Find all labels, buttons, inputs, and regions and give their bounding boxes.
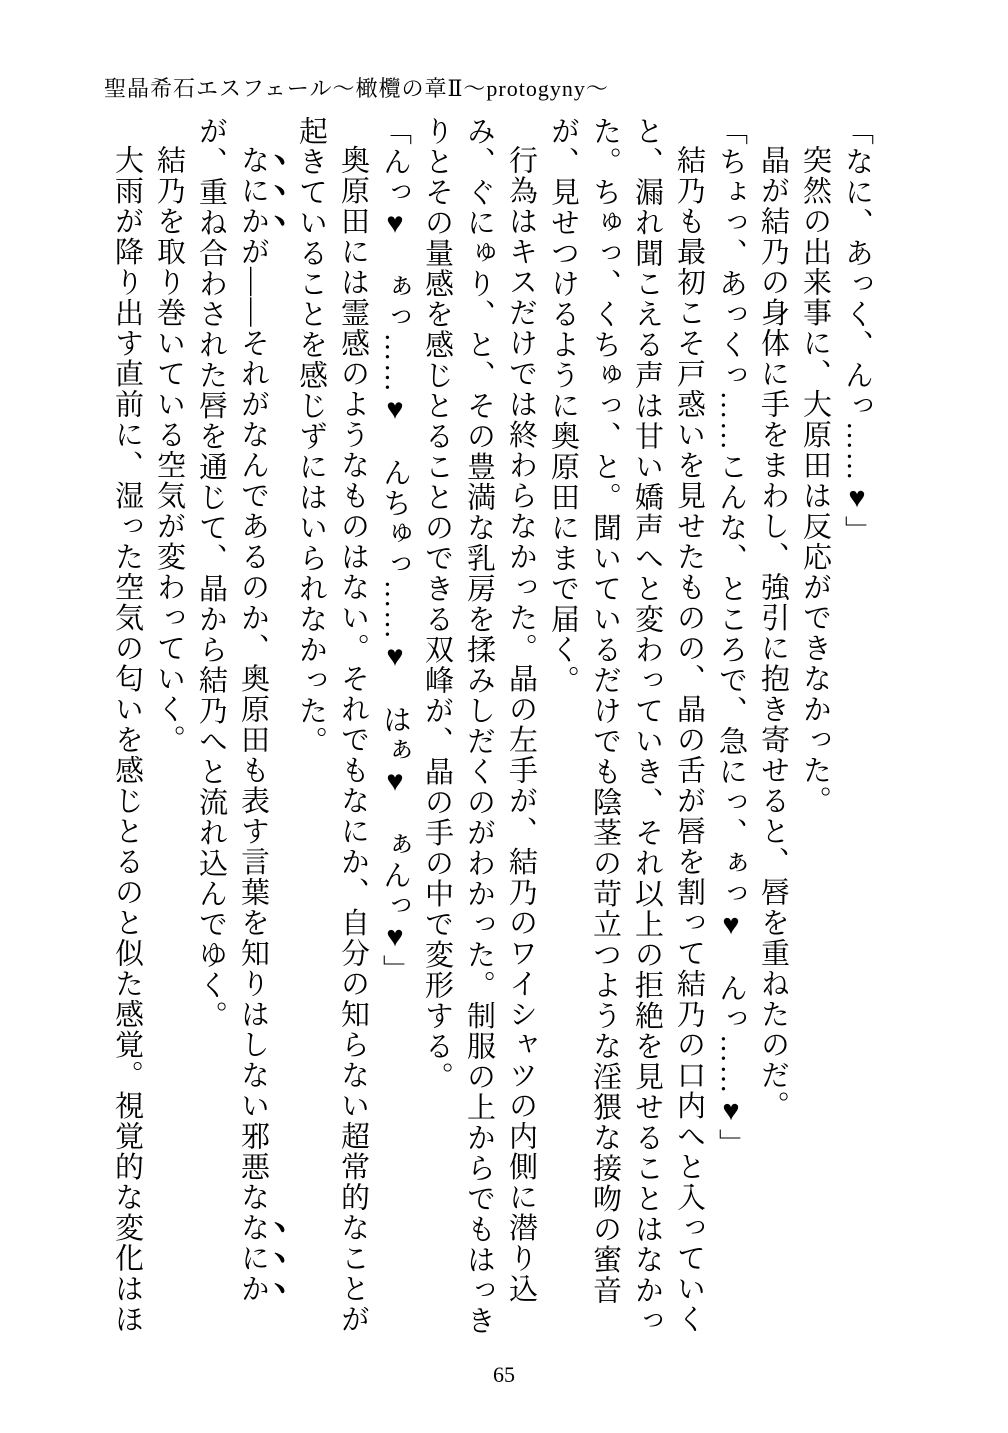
dialogue-paragraph: 「なに、あっく、んっ……♥」 [841, 116, 873, 546]
text-body [106, 116, 878, 1348]
narration-paragraph: 行為はキスだけでは終わらなかった。晶の左手が、結乃のワイシャツの内側に潜り込み、ぐにゅり、と、その豊満な乳房を揉みしだくのがわかった。制服の上からでもはっきりとその量感を感じとることのできる双峰が、晶の手の中で変形する。 [421, 116, 537, 1336]
dialogue-paragraph: 「んっ♥ ぁっ……♥ んちゅっ……♥ はぁ♥ ぁんっ♥」 [379, 116, 411, 985]
narration-paragraph: 大雨が降り出す直前に、湿った空気の匂いを感じとるのと似た感覚。視覚的な変化はほ [111, 145, 143, 1335]
emphasized-text: なにか [237, 145, 269, 237]
page-number: 65 [493, 1362, 515, 1387]
narration-text: が、重ね合わされた唇を通じて、晶から結乃へと流れ込んでゆく。 [195, 116, 227, 1031]
emphasized-text: なにか [237, 1212, 269, 1304]
narration-paragraph: 結乃を取り巻いている空気が変わっていく。 [153, 145, 185, 755]
narration-paragraph: 突然の出来事に、大原田は反応ができなかった。 [799, 145, 831, 816]
narration-paragraph: 結乃も最初こそ戸惑いを見せたものの、晶の舌が唇を割って結乃の口内へと入っていくと、漏れ聞こえる声は甘い嬌声へと変わっていき、それ以上の拒絶を見せることはなかった。ちゅっ、くちゅっ、と。聞いているだけでも陰茎の苛立つような淫猥な接吻の蜜音が、見せつけるように奥原田にまで届く。 [547, 116, 705, 1336]
narration-paragraph: 奥原田には霊感のようなものはない。それでもなにか、自分の知らない超常的なことが起きていることを感じずにはいられなかった。 [295, 116, 369, 1335]
narration-paragraph-emphasized [190, 116, 290, 1348]
dialogue-paragraph: 「ちょっ、あっくっ……こんな、ところで、急にっ、ぁっ♥ んっ……♥」 [715, 116, 747, 1159]
running-head: 聖晶希石エスフェール～橄欖の章Ⅱ～protogyny～ [104, 76, 609, 101]
narration-text: が――それがなんであるのか、奥原田も表す言葉を知りはしない邪悪な [237, 236, 269, 1213]
narration-paragraph: 晶が結乃の身体に手をまわし、強引に抱き寄せると、唇を重ねたのだ。 [757, 145, 789, 1121]
